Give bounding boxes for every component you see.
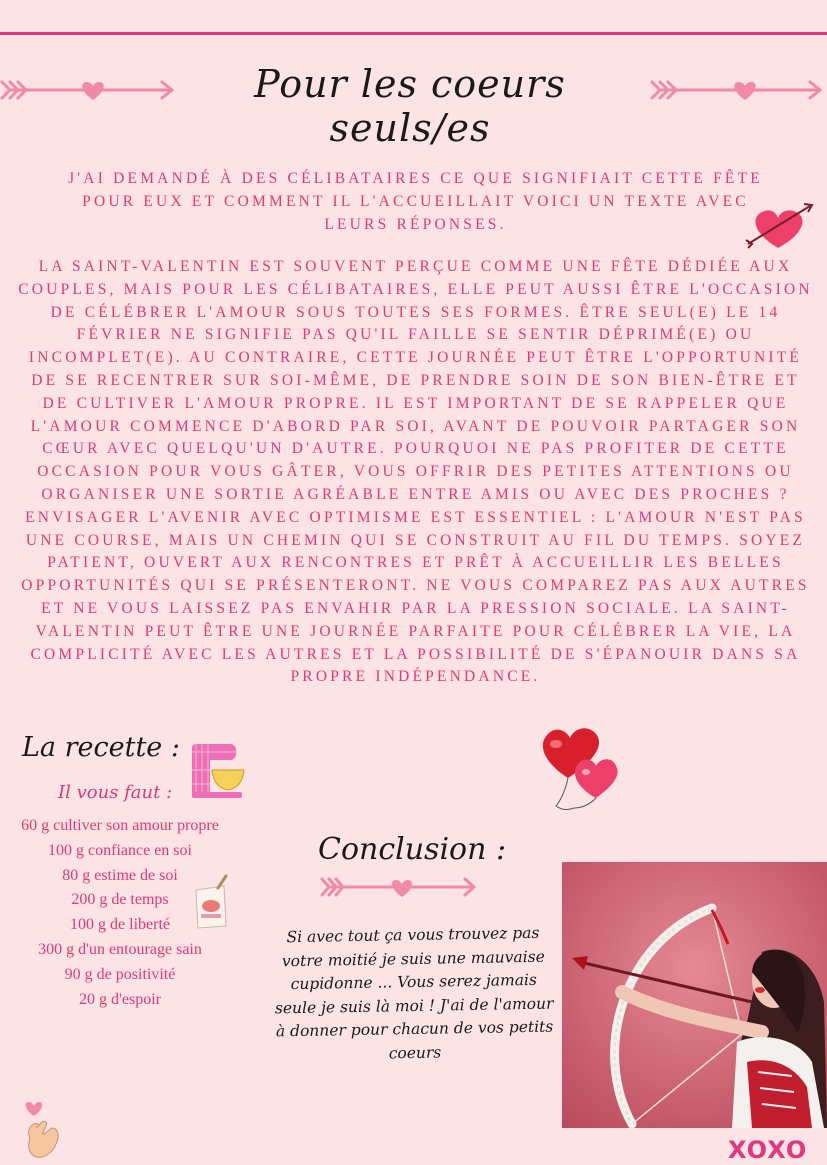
cupid-photo — [562, 862, 827, 1128]
ingredient-item: 80 g estime de soi — [62, 866, 178, 884]
finger-heart-icon — [18, 1098, 64, 1164]
ingredient-item: 20 g d'espoir — [79, 990, 161, 1008]
ingredient-item: 200 g de temps — [71, 891, 169, 909]
conclusion-arrow-heart-icon — [320, 872, 480, 902]
intro-paragraph: J'AI DEMANDÉ À DES CÉLIBATAIRES CE QUE SIGNIFIAIT CETTE FÊTE POUR EUX ET COMMENT IL L'ACCUEILLAIT VOICI UN TEXTE AVEC LEURS RÉPONSES. — [68, 170, 763, 233]
heart-balloons-icon — [534, 724, 624, 818]
body-paragraph: LA SAINT-VALENTIN EST SOUVENT PERÇUE COMME UNE FÊTE DÉDIÉE AUX COUPLES, MAIS POUR LES CÉLIBATAIRES, ELLE PEUT AUSSI ÊTRE L'OCCASION DE CÉLÉBRER L'AMOUR SOUS TOUTES SES FORMES. ÊTRE SEUL(E) LE 14 FÉVRIER NE SIGNIFIE PAS QU'IL FAILLE SE SENTIR DÉPRIMÉ(E) OU INCOMPLET(E). AU CONTRAIRE, CETTE JOURNÉE PEUT ÊTRE L'OPPORTUNITÉ DE SE RECENTRER SUR SOI-MÊME, DE PRENDRE SOIN DE SON BIEN-ÊTRE ET DE CULTIVER L'AMOUR PROPRE. IL EST IMPORTANT DE SE RAPPELER QUE L'AMOUR COMMENCE D'ABORD PAR SOI, AVANT DE POUVOIR PARTAGER SON CŒUR AVEC QUELQU'UN D'AUTRE. POURQUOI NE PAS PROFITER DE CETTE OCCASION POUR VOUS GÂTER, VOUS OFFRIR DES PETITES ATTENTIONS OU ORGANISER UNE SORTIE AGRÉABLE ENTRE AMIS OU AVEC DES PROCHES ? ENVISAGER L'AVENIR AVEC OPTIMISME EST ESSENTIEL : L'AMOUR N'EST PAS UNE COURSE, MAIS UN CHEMIN QUI SE CONSTRUIT AU FIL DU TEMPS. SOYEZ PATIENT, OUVERT AUX RENCONTRES ET PRÊT À ACCUEILLIR LES BELLES OPPORTUNITÉS QUI SE PRÉSENTERONT. NE VOUS COMPAREZ PAS AUX AUTRES ET NE VOUS LAISSEZ PAS ENVAHIR PAR LA PRESSION SOCIALE. LA SAINT-VALENTIN PEUT ÊTRE UNE JOURNÉE PARFAITE POUR CÉLÉBRER LA VIE, LA COMPLICITÉ AVEC LES AUTRES ET LA POSSIBILITÉ DE S'ÉPANOUIR DANS SA PROPRE INDÉPENDANCE. — [18, 258, 813, 686]
stand-mixer-icon — [190, 740, 248, 800]
recipe-title: La recette : — [22, 732, 180, 763]
ingredient-item: 100 g de liberté — [70, 916, 170, 934]
footer-xoxo: XOXO — [728, 1136, 808, 1164]
conclusion-text: Si avec tout ça vous trouvez pas votre moitié je suis une mauvaise cupidonne ... Vous serez jamais seule je suis là moi ! J'ai de l'amour à donner pour chacun de vos petits coeurs — [274, 923, 554, 1062]
ingredient-item: 90 g de positivité — [64, 965, 176, 983]
page-title: Pour les coeurs seuls/es — [254, 62, 566, 150]
top-rule — [0, 32, 827, 35]
ingredient-item: 300 g d'un entourage sain — [38, 940, 202, 958]
flour-bag-icon — [192, 874, 230, 930]
heart-arrow-icon — [742, 200, 816, 252]
ingredient-item: 60 g cultiver son amour propre — [21, 817, 219, 834]
conclusion-title: Conclusion : — [318, 832, 507, 867]
right-arrow-heart-icon — [650, 74, 825, 106]
recipe-subtitle: Il vous faut : — [58, 782, 173, 803]
left-arrow-heart-icon — [0, 74, 180, 106]
ingredient-item: 100 g confiance en soi — [48, 841, 192, 859]
